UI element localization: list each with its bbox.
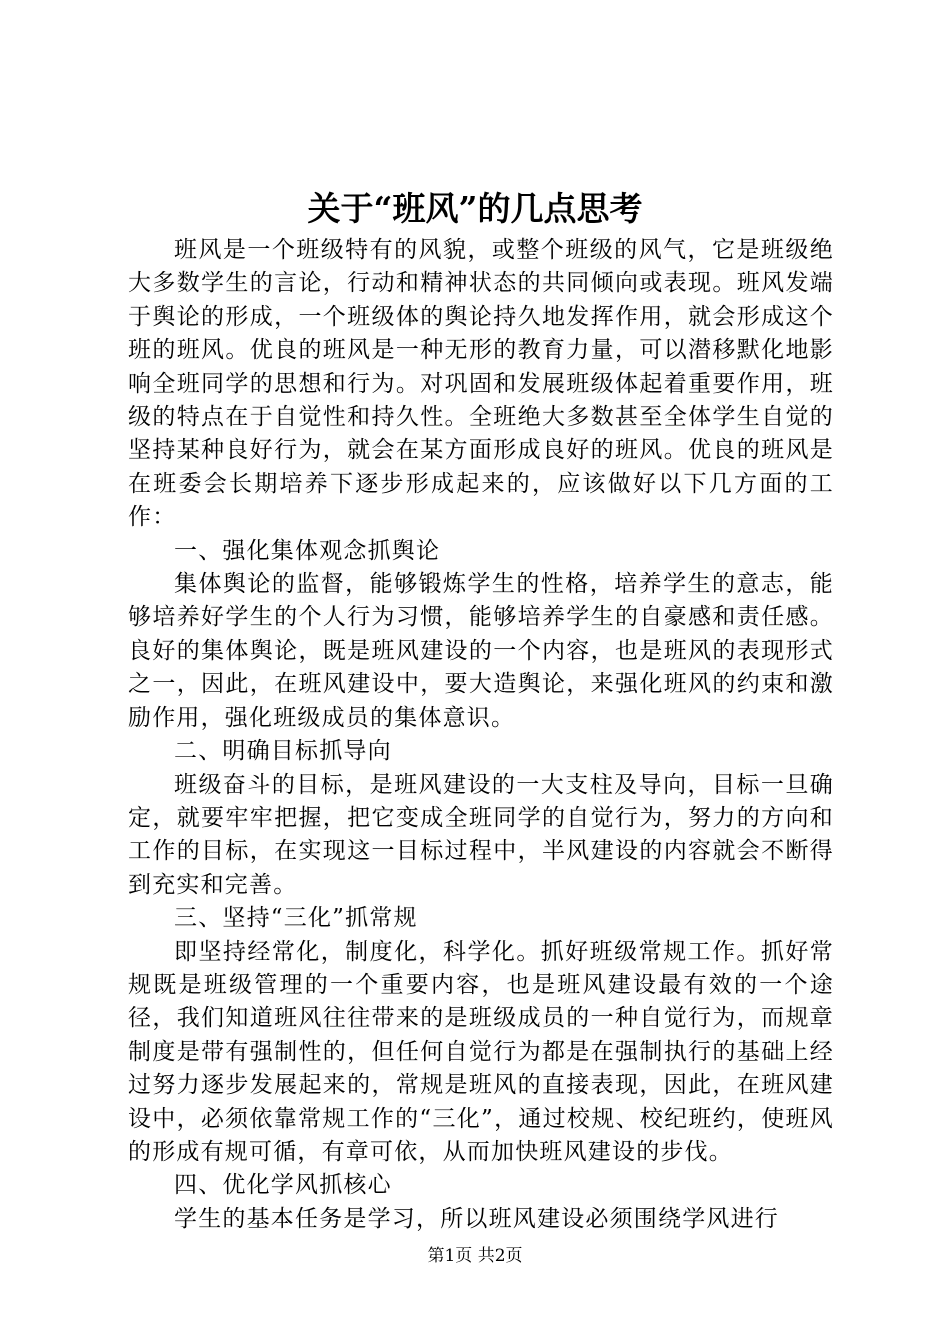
document-body — [128, 234, 834, 1236]
paragraph-section-1: 集体舆论的监督，能够锻炼学生的性格，培养学生的意志，能够培养好学生的个人行为习惯，能够培养学生的自豪感和责任感。良好的集体舆论，既是班风建设的一个内容，也是班风的表现形式之一，因此，在班风建设中，要大造舆论，来强化班风的约束和激励作用，强化班级成员的集体意识。 — [128, 571, 834, 731]
section-heading-3: 三、坚持“三化”抓常规 — [174, 905, 418, 932]
paragraph-section-3: 即坚持经常化，制度化，科学化。抓好班级常规工作。抓好常规既是班级管理的一个重要内容，也是班风建设最有效的一个途径，我们知道班风往往带来的是班级成员的一种自觉行为，而规章制度是带有强制性的，但任何自觉行为都是在强制执行的基础上经过努力逐步发展起来的，常规是班风的直接表现，因此，在班风建设中，必须依靠常规工作的“三化”，通过校规、校纪班约，使班风的形成有规可循，有章可依，从而加快班风建设的步伐。 — [128, 938, 834, 1165]
paragraph-section-2: 班级奋斗的目标，是班风建设的一大支柱及导向，目标一旦确定，就要牢牢把握，把它变成全班同学的自觉行为，努力的方向和工作的目标，在实现这一目标过程中，半风建设的内容就会不断得到充实和完善。 — [128, 771, 834, 898]
paragraph-intro: 班风是一个班级特有的风貌，或整个班级的风气，它是班级绝大多数学生的言论，行动和精神状态的共同倾向或表现。班风发端于舆论的形成，一个班级体的舆论持久地发挥作用，就会形成这个班的班风。优良的班风是一种无形的教育力量，可以潜移默化地影响全班同学的思想和行为。对巩固和发展班级体起着重要作用，班级的特点在于自觉性和持久性。全班绝大多数甚至全体学生自觉的坚持某种良好行为，就会在某方面形成良好的班风。优良的班风是在班委会长期培养下逐步形成起来的，应该做好以下几方面的工作： — [128, 237, 834, 531]
page-footer: 第1页 共2页 — [427, 1246, 523, 1266]
section-heading-2: 二、明确目标抓导向 — [174, 738, 392, 765]
section-heading-4: 四、优化学风抓核心 — [174, 1172, 392, 1199]
section-heading-1: 一、强化集体观念抓舆论 — [174, 537, 441, 564]
document-title: 关于“班风”的几点思考 — [307, 189, 643, 228]
paragraph-section-4: 学生的基本任务是学习，所以班风建设必须围绕学风进行 — [174, 1205, 779, 1232]
